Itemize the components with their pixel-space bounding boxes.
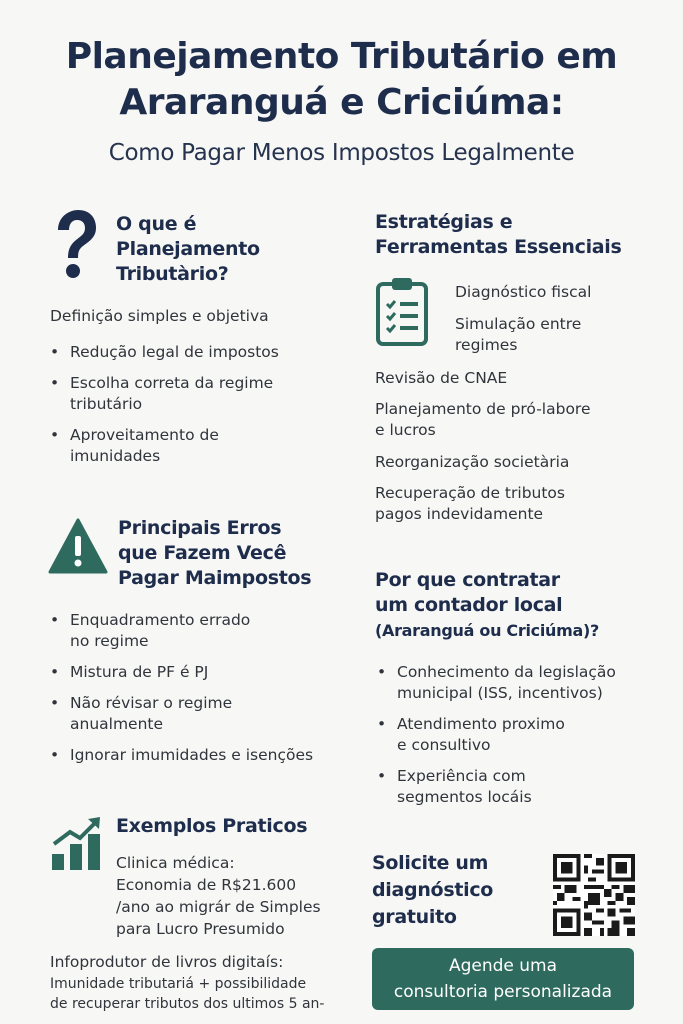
list-item-text: Não révisar o regime bbox=[70, 694, 233, 712]
errors-heading-line: Principais Erros bbox=[118, 517, 282, 539]
growth-chart-icon bbox=[50, 814, 104, 872]
list-item bbox=[50, 373, 340, 415]
list-item bbox=[50, 610, 350, 652]
list-item-text: municipal (ISS, incentivos) bbox=[397, 684, 603, 702]
list-item bbox=[377, 714, 667, 756]
list-item bbox=[50, 425, 340, 467]
question-mark-icon bbox=[50, 208, 100, 280]
why-local-heading-line: (Araranguá ou Criciúma)? bbox=[375, 621, 599, 640]
schedule-consultation-button[interactable] bbox=[372, 948, 634, 1010]
why-local-heading-line: Por que contratar bbox=[375, 569, 560, 591]
list-item bbox=[377, 662, 667, 704]
example-line: Economia de R$21.600 bbox=[116, 876, 297, 894]
button-label-line: consultoria personalizada bbox=[393, 982, 613, 1002]
what-is-heading-line: Tributàrio? bbox=[116, 263, 229, 285]
what-is-list bbox=[50, 342, 340, 477]
strategy-text: Reorganização societària bbox=[375, 453, 570, 471]
strategy-text: Diagnóstico fiscal bbox=[455, 283, 592, 301]
example-line: de recuperar tributos dos ultimos 5 an- bbox=[50, 996, 325, 1012]
checklist-clipboard-icon bbox=[375, 276, 429, 346]
warning-triangle-icon bbox=[48, 518, 108, 574]
strategy-item bbox=[375, 483, 665, 525]
cta-heading-line: diagnóstico bbox=[372, 879, 494, 901]
list-item-text: no regime bbox=[70, 632, 149, 650]
errors-heading-line: Pagar Maimpostos bbox=[118, 567, 312, 589]
strategies-heading-line: Ferramentas Essenciais bbox=[375, 236, 622, 258]
why-local-heading-line: um contador local bbox=[375, 594, 563, 616]
strategy-text: Simulação entre bbox=[455, 315, 582, 333]
list-item-text: Escolha correta da regime bbox=[70, 374, 274, 392]
strategy-text: Revisão de CNAE bbox=[375, 369, 508, 387]
errors-heading-line: que Fazem Vecê bbox=[118, 542, 287, 564]
list-item bbox=[50, 662, 350, 683]
list-item-text: imunidades bbox=[70, 447, 161, 465]
list-item-text: Ignorar imumidades e isenções bbox=[70, 746, 314, 764]
list-item-text: Redução legal de impostos bbox=[70, 343, 279, 361]
what-is-heading-line: O que é bbox=[116, 213, 197, 235]
example-line: /ano ao migrár de Simples bbox=[116, 898, 321, 916]
title-line-1: Planejamento Tributário em bbox=[65, 36, 618, 77]
strategies-heading-line: Estratégias e bbox=[375, 211, 513, 233]
list-item-text: Enquadramento errado bbox=[70, 611, 251, 629]
strategies-heading bbox=[375, 210, 665, 260]
qr-code-icon[interactable] bbox=[553, 854, 635, 936]
strategy-text: Recuperação de tributos bbox=[375, 484, 565, 502]
list-item-text: Aproveitamento de bbox=[70, 426, 219, 444]
example-line: Imunidade tributariá + possibilidade bbox=[50, 976, 307, 992]
strategy-text: e lucros bbox=[375, 421, 436, 439]
example-line: para Lucro Presumido bbox=[116, 920, 285, 938]
what-is-intro: Definição simples e objetiva bbox=[50, 307, 269, 325]
list-item bbox=[377, 766, 667, 808]
example-line: Clinica médica: bbox=[116, 854, 235, 872]
errors-heading bbox=[118, 516, 348, 591]
list-item-text: Experiência com bbox=[397, 767, 526, 785]
strategy-item bbox=[375, 452, 665, 473]
example-infoproducer-body bbox=[50, 974, 350, 1014]
why-local-list bbox=[377, 662, 667, 818]
strategy-text: regimes bbox=[455, 336, 518, 354]
strategy-text: Planejamento de pró-labore bbox=[375, 400, 591, 418]
list-item-text: tributário bbox=[70, 395, 143, 413]
list-item bbox=[50, 693, 350, 735]
strategy-text: pagos indevidamente bbox=[375, 505, 544, 523]
cta-heading-line: Solicite um bbox=[372, 852, 489, 874]
cta-heading bbox=[372, 850, 542, 931]
page-subtitle: Como Pagar Menos Impostos Legalmente bbox=[108, 140, 575, 166]
list-item-text: anualmente bbox=[70, 715, 164, 733]
strategy-item bbox=[375, 368, 665, 389]
what-is-heading bbox=[116, 212, 336, 287]
list-item-text: Conhecimento da legislação bbox=[397, 663, 616, 681]
list-item bbox=[50, 745, 350, 766]
example-clinic bbox=[116, 852, 356, 940]
errors-list bbox=[50, 610, 350, 776]
strategy-item bbox=[455, 314, 665, 356]
list-item-text: Atendimento proximo bbox=[397, 715, 565, 733]
list-item-text: e consultivo bbox=[397, 736, 491, 754]
list-item-text: Mistura de PF é PJ bbox=[70, 663, 209, 681]
example-infoproducer-title: Infoprodutor de livros digitaís: bbox=[50, 953, 284, 971]
list-item bbox=[50, 342, 340, 363]
strategy-item bbox=[455, 282, 665, 303]
what-is-heading-line: Planejamento bbox=[116, 238, 260, 260]
page-title bbox=[0, 34, 683, 126]
examples-heading: Exemplos Praticos bbox=[116, 815, 308, 837]
cta-heading-line: gratuito bbox=[372, 906, 457, 928]
strategy-item bbox=[375, 399, 665, 441]
why-local-heading bbox=[375, 568, 665, 643]
list-item-text: segmentos locáis bbox=[397, 788, 532, 806]
button-label-line: Agende uma bbox=[448, 956, 558, 976]
title-line-2: Araranguá e Criciúma: bbox=[119, 82, 564, 123]
